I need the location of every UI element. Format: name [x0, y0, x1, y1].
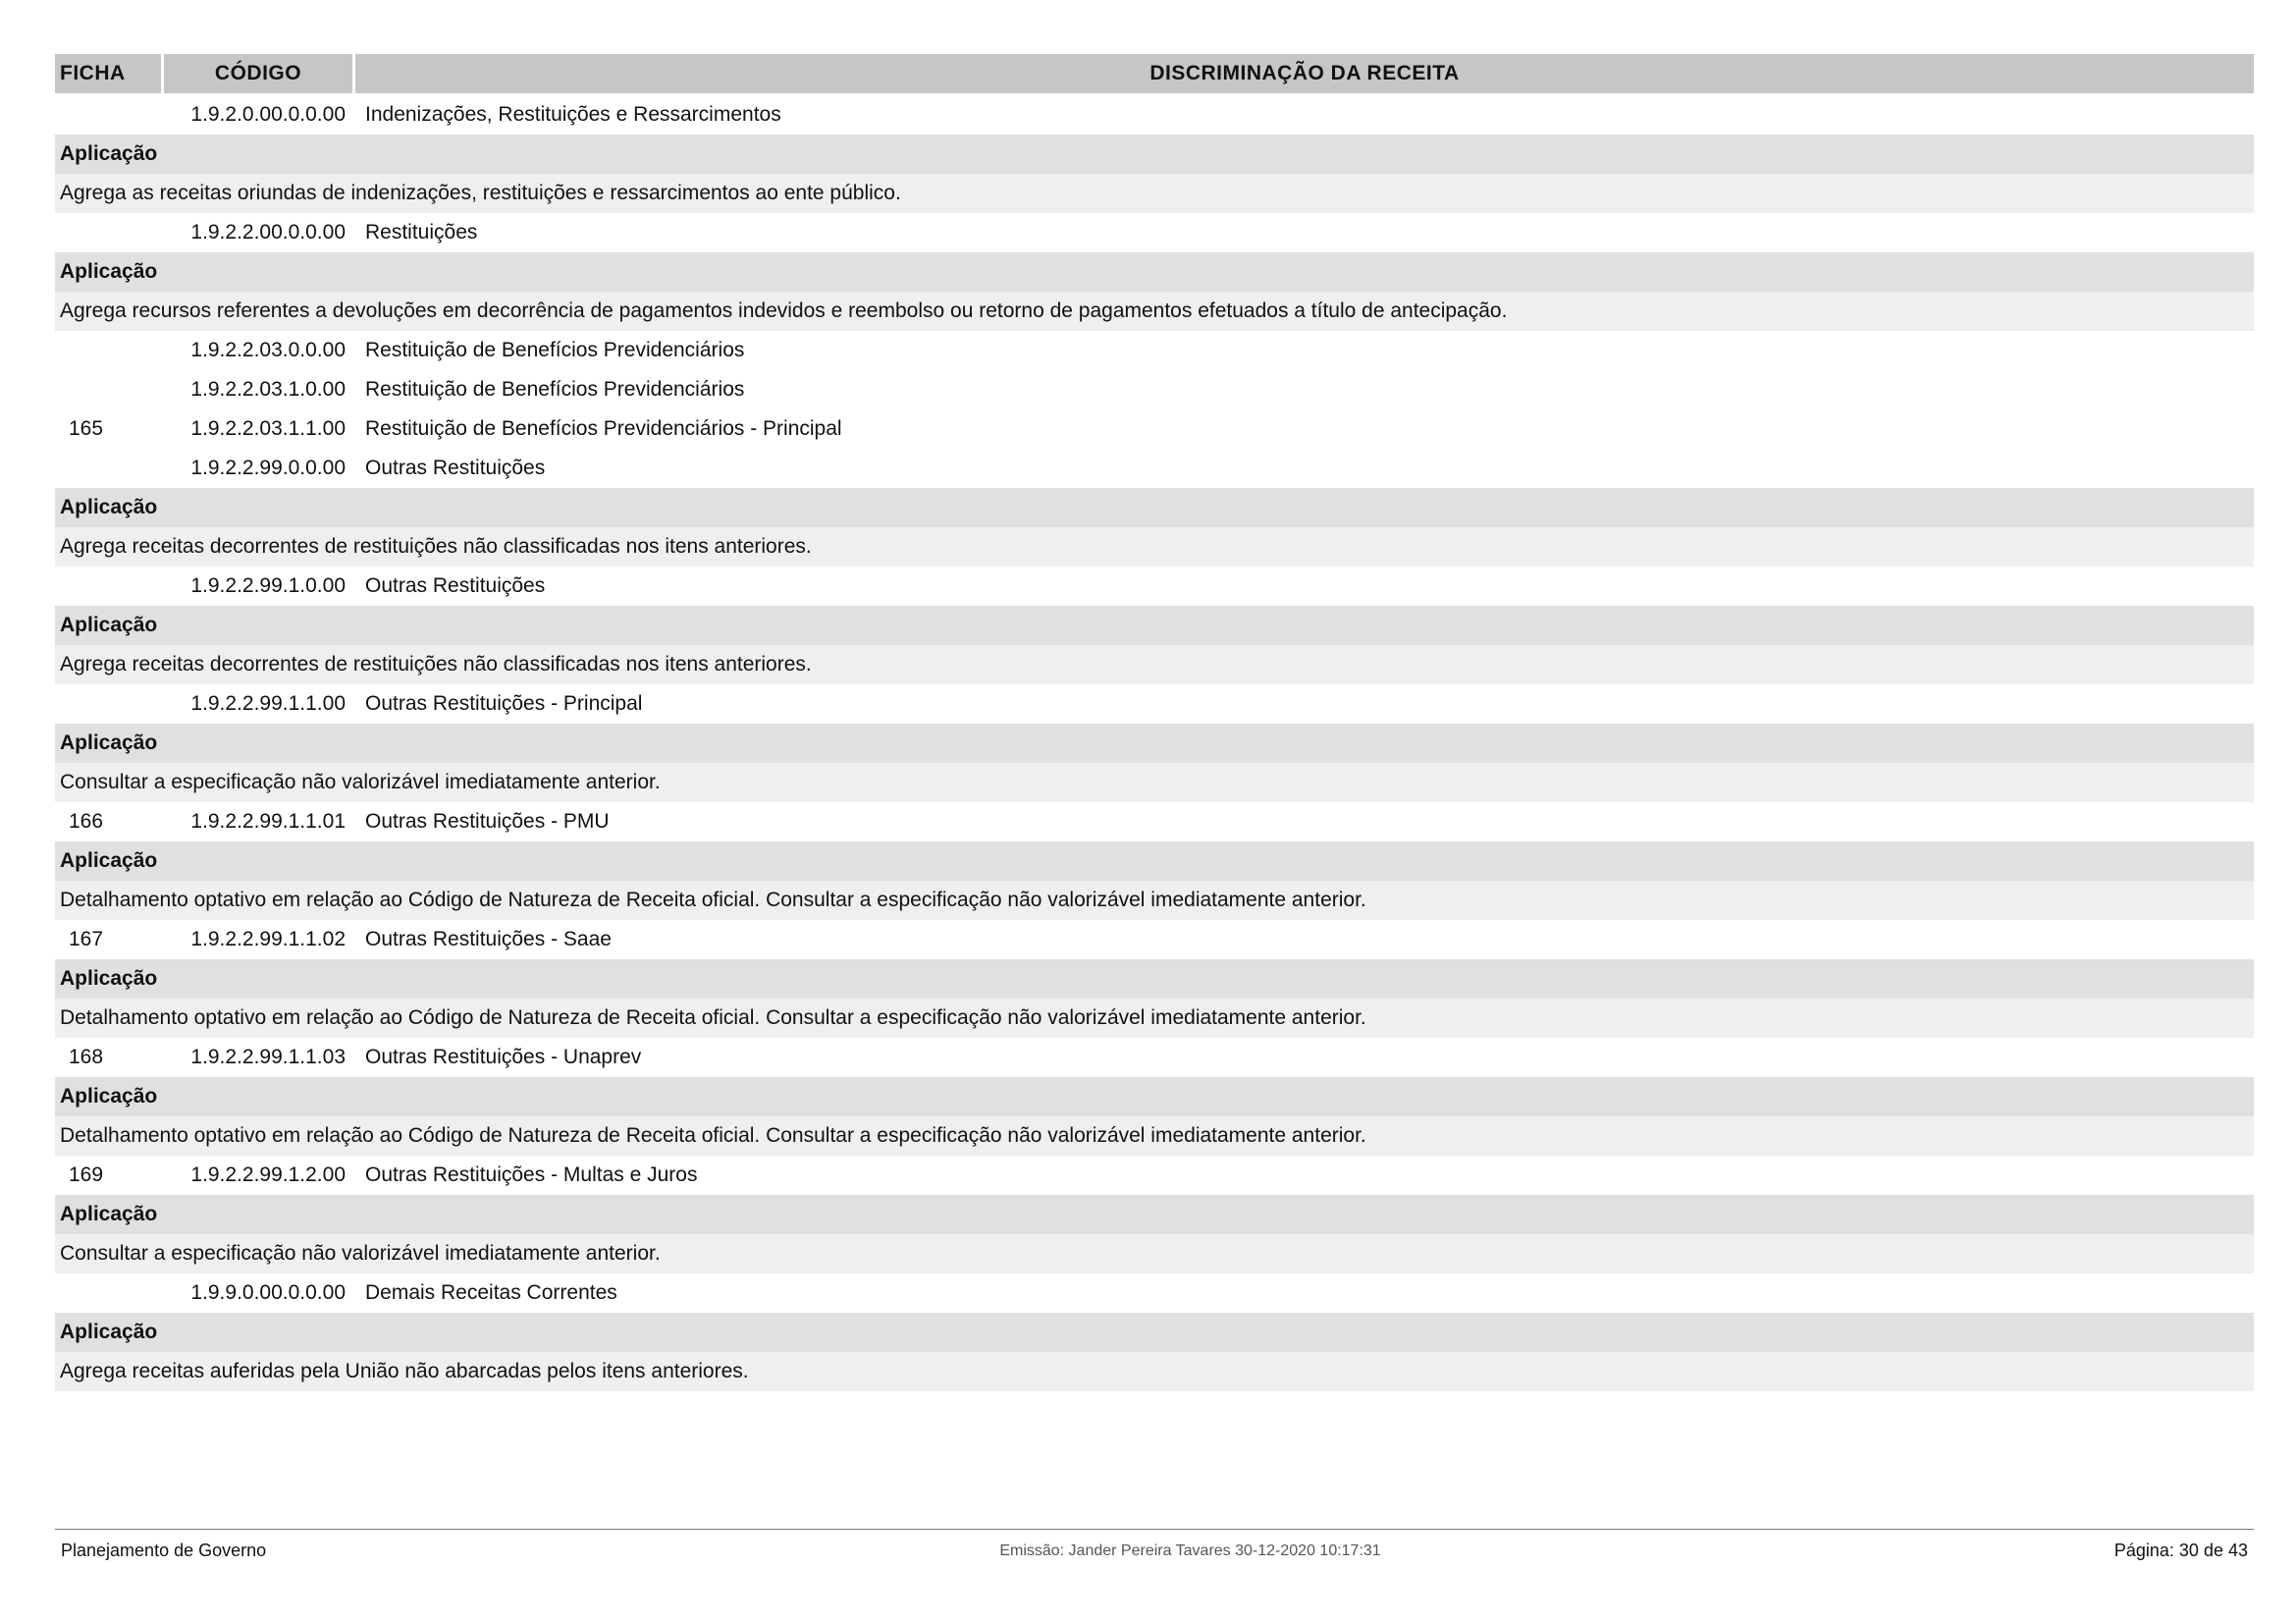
codigo-cell: 1.9.2.2.99.1.0.00 [190, 574, 346, 597]
report-page [55, 54, 2254, 1391]
codigo-cell: 1.9.2.2.03.1.1.00 [190, 417, 346, 440]
aplicacao-text: Detalhamento optativo em relação ao Código de Natureza de Receita oficial. Consultar a especificação não valorizável imediatamente anterior. [55, 999, 2254, 1038]
table-row [55, 409, 2254, 449]
ficha-cell: 166 [69, 810, 104, 833]
ficha-cell: 168 [69, 1046, 104, 1068]
aplicacao-label: Aplicação [55, 1313, 2254, 1352]
aplicacao-text: Detalhamento optativo em relação ao Código de Natureza de Receita oficial. Consultar a especificação não valorizável imediatamente anterior. [55, 881, 2254, 920]
aplicacao-label: Aplicação [55, 1077, 2254, 1116]
aplicacao-label: Aplicação [55, 1195, 2254, 1234]
aplicacao-label: Aplicação [55, 135, 2254, 174]
discriminacao-cell: Indenizações, Restituições e Ressarcimentos [365, 103, 781, 126]
codigo-cell: 1.9.2.2.99.0.0.00 [190, 457, 346, 479]
aplicacao-text: Agrega receitas decorrentes de restituições não classificadas nos itens anteriores. [55, 527, 2254, 567]
codigo-cell: 1.9.9.0.00.0.0.00 [190, 1281, 346, 1304]
table-row [55, 449, 2254, 488]
table-row [55, 1156, 2254, 1195]
codigo-cell: 1.9.2.2.03.1.0.00 [190, 378, 346, 401]
header-discriminacao: DISCRIMINAÇÃO DA RECEITA [355, 54, 2254, 93]
codigo-cell: 1.9.2.2.03.0.0.00 [190, 339, 346, 361]
table-row [55, 95, 2254, 135]
aplicacao-label: Aplicação [55, 488, 2254, 527]
table-row [55, 213, 2254, 252]
table-header [55, 54, 2254, 93]
aplicacao-text: Consultar a especificação não valorizável imediatamente anterior. [55, 763, 2254, 802]
aplicacao-label: Aplicação [55, 959, 2254, 999]
ficha-cell: 167 [69, 928, 104, 950]
aplicacao-text: Detalhamento optativo em relação ao Código de Natureza de Receita oficial. Consultar a especificação não valorizável imediatamente anterior. [55, 1116, 2254, 1156]
footer-page-number: Página: 30 de 43 [2113, 1541, 2248, 1560]
table-row [55, 1273, 2254, 1313]
header-ficha: FICHA [55, 54, 161, 93]
codigo-cell: 1.9.2.2.00.0.0.00 [190, 221, 346, 243]
codigo-cell: 1.9.2.0.00.0.0.00 [190, 103, 346, 126]
discriminacao-cell: Outras Restituições - Unaprev [365, 1046, 642, 1068]
table-row [55, 684, 2254, 724]
discriminacao-cell: Outras Restituições - Saae [365, 928, 612, 950]
aplicacao-text: Consultar a especificação não valorizável imediatamente anterior. [55, 1234, 2254, 1273]
codigo-cell: 1.9.2.2.99.1.1.02 [190, 928, 346, 950]
aplicacao-text: Agrega receitas decorrentes de restituições não classificadas nos itens anteriores. [55, 645, 2254, 684]
discriminacao-cell: Restituições [365, 221, 478, 243]
table-row [55, 370, 2254, 409]
table-body [55, 95, 2254, 1391]
discriminacao-cell: Outras Restituições - Principal [365, 692, 643, 715]
discriminacao-cell: Outras Restituições [365, 457, 546, 479]
discriminacao-cell: Restituição de Benefícios Previdenciários [365, 378, 745, 401]
discriminacao-cell: Outras Restituições [365, 574, 546, 597]
discriminacao-cell: Restituição de Benefícios Previdenciários - Principal [365, 417, 842, 440]
codigo-cell: 1.9.2.2.99.1.1.03 [190, 1046, 346, 1068]
discriminacao-cell: Restituição de Benefícios Previdenciários [365, 339, 745, 361]
aplicacao-label: Aplicação [55, 841, 2254, 881]
codigo-cell: 1.9.2.2.99.1.2.00 [190, 1163, 346, 1186]
table-row [55, 802, 2254, 841]
discriminacao-cell: Outras Restituições - Multas e Juros [365, 1163, 698, 1186]
table-row [55, 1038, 2254, 1077]
ficha-cell: 169 [69, 1163, 104, 1186]
footer-emission: Emissão: Jander Pereira Tavares 30-12-2020 10:17:31 [999, 1542, 1381, 1559]
discriminacao-cell: Demais Receitas Correntes [365, 1281, 617, 1304]
page-footer [55, 1529, 2254, 1572]
codigo-cell: 1.9.2.2.99.1.1.00 [190, 692, 346, 715]
aplicacao-label: Aplicação [55, 724, 2254, 763]
aplicacao-text: Agrega recursos referentes a devoluções em decorrência de pagamentos indevidos e reembolso ou retorno de pagamentos efetuados a título de antecipação. [55, 292, 2254, 331]
codigo-cell: 1.9.2.2.99.1.1.01 [190, 810, 346, 833]
aplicacao-label: Aplicação [55, 606, 2254, 645]
table-row [55, 567, 2254, 606]
table-row [55, 331, 2254, 370]
header-codigo: CÓDIGO [164, 54, 352, 93]
aplicacao-label: Aplicação [55, 252, 2254, 292]
aplicacao-text: Agrega receitas auferidas pela União não abarcadas pelos itens anteriores. [55, 1352, 2254, 1391]
aplicacao-text: Agrega as receitas oriundas de indenizações, restituições e ressarcimentos ao ente público. [55, 174, 2254, 213]
discriminacao-cell: Outras Restituições - PMU [365, 810, 610, 833]
ficha-cell: 165 [69, 417, 104, 440]
footer-org: Planejamento de Governo [61, 1541, 267, 1560]
table-row [55, 920, 2254, 959]
